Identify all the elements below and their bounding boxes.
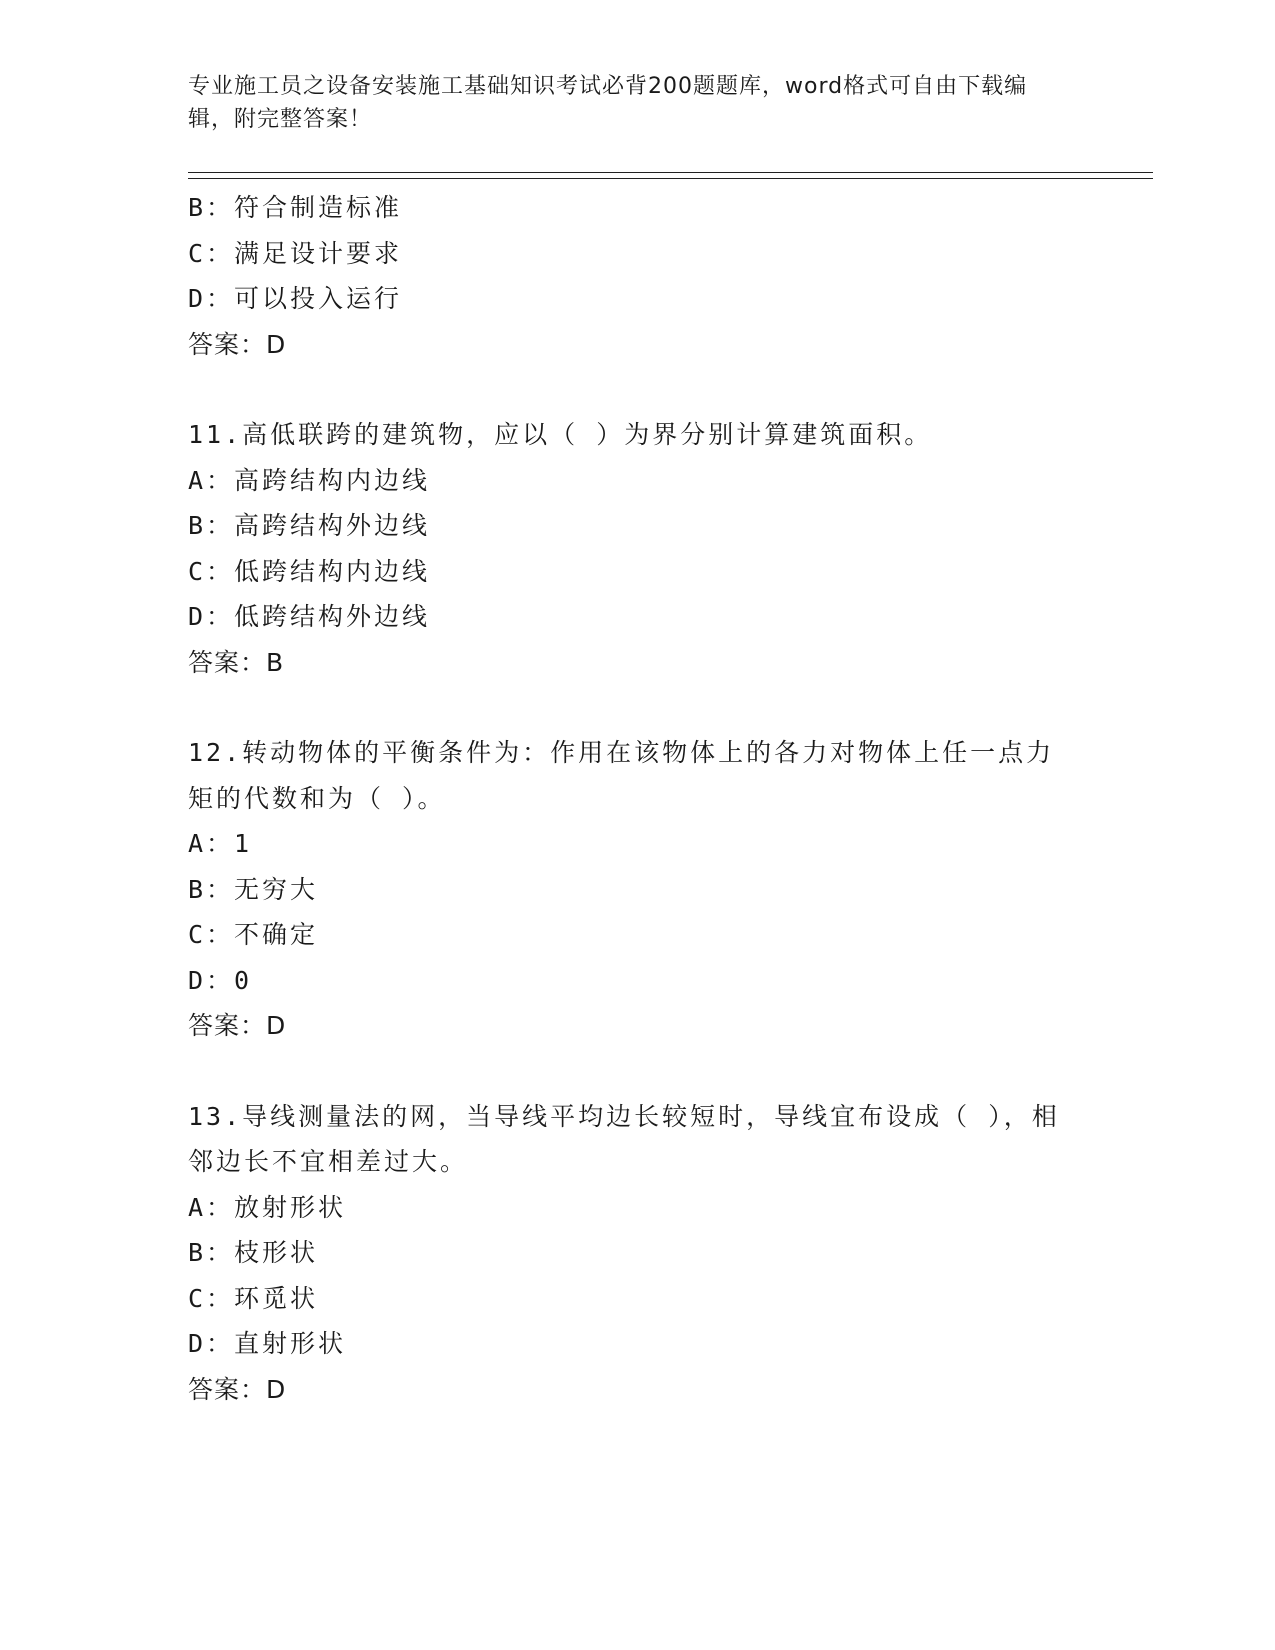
option-c: C：满足设计要求 xyxy=(188,238,403,268)
answer-line: 答案：D xyxy=(188,1374,287,1404)
question-text: 12.转动物体的平衡条件为：作用在该物体上的各力对物体上任一点力矩的代数和为（ ）。 xyxy=(188,738,1055,813)
option-a: A：高跨结构内边线 xyxy=(188,465,431,495)
option-b: B：符合制造标准 xyxy=(188,193,403,222)
question-text: 13.导线测量法的网，当导线平均边长较短时，导线宜布设成（ ），相邻边长不宜相差过大。 xyxy=(188,1101,1060,1176)
option-d: D：低跨结构外边线 xyxy=(188,602,431,631)
option-b: B：无穷大 xyxy=(188,874,319,904)
document-header: 专业施工员之设备安装施工基础知识考试必背200题题库，word格式可自由下载编辑，附完整答案！ xyxy=(188,74,1028,132)
option-b: B：枝形状 xyxy=(188,1238,319,1267)
option-a: A：放射形状 xyxy=(188,1192,347,1222)
answer-line: 答案：D xyxy=(188,329,287,359)
option-d: D：0 xyxy=(188,965,253,995)
option-c: C：环觅状 xyxy=(188,1283,319,1313)
question-block-11 xyxy=(188,412,1148,685)
answer-line: 答案：B xyxy=(188,647,285,677)
spacer xyxy=(188,367,1148,412)
question-block-12 xyxy=(188,730,1148,1049)
question-block-13 xyxy=(188,1094,1148,1413)
answer-line: 答案：D xyxy=(188,1011,287,1040)
option-d: D：直射形状 xyxy=(188,1329,347,1358)
question-block-partial xyxy=(188,185,1148,367)
option-d: D：可以投入运行 xyxy=(188,284,403,313)
option-c: C：不确定 xyxy=(188,920,319,949)
document-page xyxy=(188,70,1148,1412)
option-b: B：高跨结构外边线 xyxy=(188,511,431,540)
header-divider xyxy=(188,172,1153,179)
option-a: A：1 xyxy=(188,829,253,858)
question-text: 11.高低联跨的建筑物，应以（ ）为界分别计算建筑面积。 xyxy=(188,420,933,449)
question-list xyxy=(188,185,1148,1412)
spacer xyxy=(188,1049,1148,1094)
spacer xyxy=(188,685,1148,730)
option-c: C：低跨结构内边线 xyxy=(188,556,431,586)
